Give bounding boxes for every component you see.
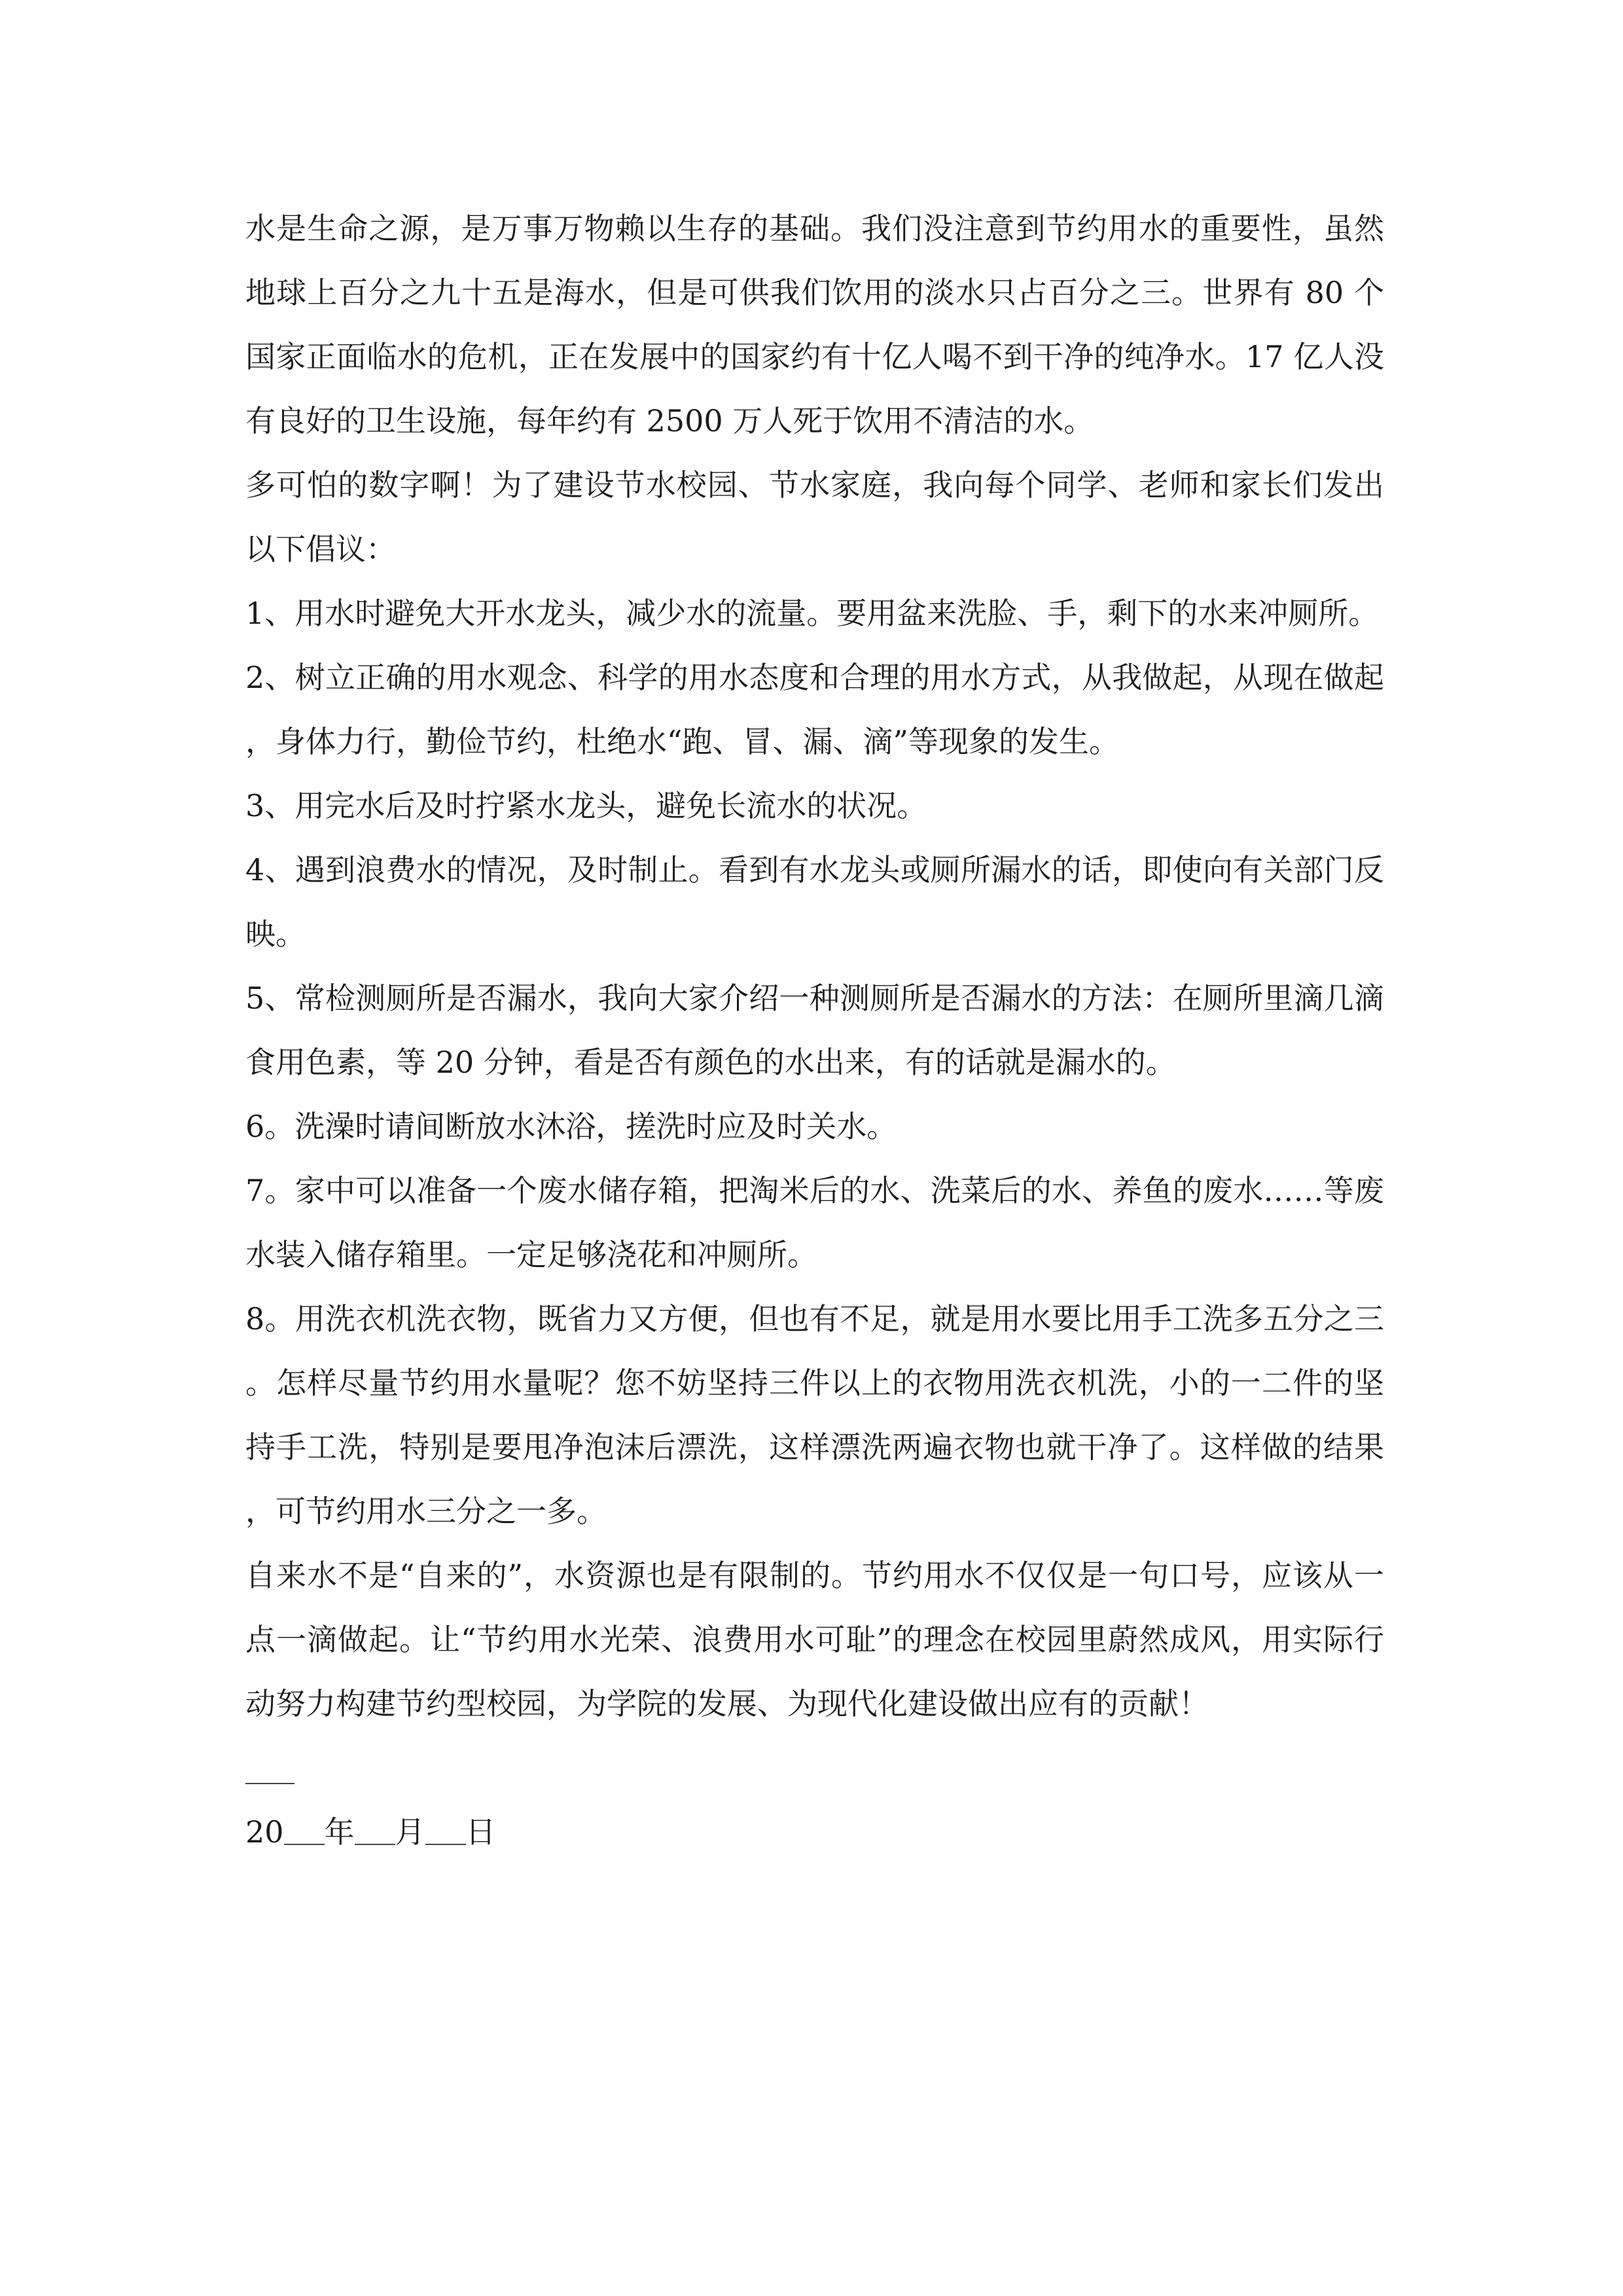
paragraph-conclusion: 自来水不是“自来的”，水资源也是有限制的。节约用水不仅仅是一句口号，应该从一点一滴做起。让“节约用水光荣、浪费用水可耻”的理念在校园里蔚然成风，用实际行动努力构建节约型校园，为学院的发展、为现代化建设做出应有的贡献！ <box>245 1558 1384 1721</box>
document-body <box>245 196 1384 1864</box>
proposal-item-4: 4、遇到浪费水的情况，及时制止。看到有水龙头或厕所漏水的话，即使向有关部门反映。 <box>245 852 1384 952</box>
date-year-blank <box>284 1814 325 1845</box>
paragraph-intro: 水是生命之源，是万事万物赖以生存的基础。我们没注意到节约用水的重要性，虽然地球上百分之九十五是海水，但是可供我们饮用的淡水只占百分之三。世界有 80 个国家正面临水的危机，正在发展中的国家约有十亿人喝不到干净的纯净水。17 亿人没有良好的卫生设施，每年约有 2500 万人死于饮用不清洁的水。 <box>245 211 1384 439</box>
proposal-item-1: 1、用水时避免大开水龙头，减少水的流量。要用盆来洗脸、手，剩下的水来冲厕所。 <box>245 596 1379 631</box>
date-year-prefix: 20 <box>245 1814 284 1850</box>
proposal-item-7: 7。家中可以准备一个废水储存箱，把淘米后的水、洗菜后的水、养鱼的废水……等废水装入储存箱里。一定足够浇花和冲厕所。 <box>245 1173 1384 1272</box>
date-month-blank <box>355 1814 395 1845</box>
proposal-item-2: 2、树立正确的用水观念、科学的用水态度和合理的用水方式，从我做起，从现在做起，身体力行，勤俭节约，杜绝水“跑、冒、漏、滴”等现象的发生。 <box>245 660 1384 759</box>
date-day-label: 日 <box>465 1814 496 1850</box>
signature-blank <box>245 1783 294 1784</box>
date-line <box>245 1800 1384 1864</box>
signature-line <box>245 1736 1384 1800</box>
date-month-label: 月 <box>395 1814 425 1850</box>
proposal-item-8: 8。用洗衣机洗衣物，既省力又方便，但也有不足，就是用水要比用手工洗多五分之三。怎样尽量节约用水量呢？您不妨坚持三件以上的衣物用洗衣机洗，小的一二件的坚持手工洗，特别是要甩净泡沫后漂洗，这样漂洗两遍衣物也就干净了。这样做的结果，可节约用水三分之一多。 <box>245 1301 1384 1529</box>
proposal-item-6: 6。洗澡时请间断放水沐浴，搓洗时应及时关水。 <box>245 1109 897 1144</box>
proposal-item-5: 5、常检测厕所是否漏水，我向大家介绍一种测厕所是否漏水的方法：在厕所里滴几滴食用色素，等 20 分钟，看是否有颜色的水出来，有的话就是漏水的。 <box>245 980 1384 1080</box>
date-year-label: 年 <box>324 1814 355 1850</box>
date-day-blank <box>425 1814 466 1845</box>
proposal-item-3: 3、用完水后及时拧紧水龙头，避免长流水的状况。 <box>245 788 927 823</box>
paragraph-appeal: 多可怕的数字啊！为了建设节水校园、节水家庭，我向每个同学、老师和家长们发出以下倡议： <box>245 467 1384 567</box>
